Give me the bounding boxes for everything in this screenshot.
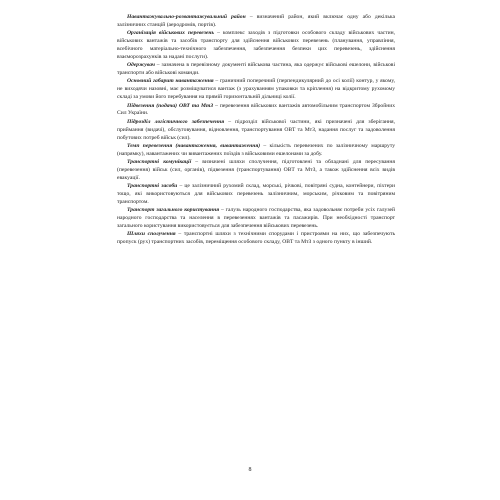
glossary-definition: – комплекс заходів з підготовки особового складу військових частин, військових вантажів та засобів транспорту для здійснення військових перевезень (планування, управління, всебічного матеріально-технічного забезпечення, забезпечення безпеки цих перевезень, здійснення взаєморозрахунків за надані послуги). bbox=[117, 30, 395, 60]
glossary-definition: – підрозділ військової частини, які призначені для зберігання, приймання (видачі), обслуговування, відновлення, транспортування ОВТ та МтЗ, надання послуг та задоволення побутових потреб військ (сил). bbox=[117, 118, 395, 141]
glossary-term: Транспорт загального користування bbox=[127, 207, 220, 214]
glossary-entry-loading-gauge bbox=[117, 78, 395, 102]
glossary-term: Основний габарит навантаження bbox=[127, 78, 214, 85]
glossary-definition: – транспортні шляхи з технічними спорудами і пристроями на них, що забезпечують пропуск (рух) транспортних засобів, переміщення особового складу, ОВТ та МтЗ з одного пункту в інший. bbox=[117, 231, 396, 246]
glossary-entry-routes bbox=[117, 231, 395, 247]
glossary-term: Підрозділ логістичного забезпечення bbox=[127, 118, 225, 125]
glossary-definition: – визначені шляхи сполучення, підготовлені та обладнані для пересування (перевезення) військ (сил, органів), підвезення (транспортування) ОВТ та МтЗ, а також здійснення всіх видів евакуації. bbox=[117, 159, 395, 181]
glossary-entry-loading-area bbox=[117, 14, 395, 30]
glossary-term: Транспортні засоби bbox=[127, 183, 178, 190]
glossary-term: Організація військових перевезень bbox=[127, 30, 215, 37]
glossary-entry-transport-rate bbox=[117, 143, 395, 159]
glossary-definition: – граничний поперечний (перпендикулярний до осі колії) контур, у якому, не виходячи назовні, має розміщуватися вантаж (з урахуванням упаковки та кріплення) на відкритому рухомому складі за умови його перебування на прямій горизонтальній дільниці колії. bbox=[117, 78, 396, 101]
page-number: 8 bbox=[248, 467, 252, 473]
glossary-definition: – перевезення військових вантажів автомобільним транспортом Збройних Сил України. bbox=[117, 102, 395, 117]
glossary-term: Навантажувально-розвантажувальний район bbox=[127, 14, 246, 20]
glossary-definition: – визначений район, який включає одну або декілька залізничних станцій (аеродромів, портів). bbox=[117, 14, 395, 28]
glossary-entry-logistics-unit bbox=[117, 119, 395, 143]
glossary-entry-recipient bbox=[117, 62, 395, 78]
glossary-entry-public-transport bbox=[117, 207, 395, 231]
glossary-page bbox=[117, 14, 395, 247]
glossary-entry-delivery bbox=[117, 103, 395, 119]
glossary-term: Темп перевезення (навантаження, вивантаження) bbox=[127, 142, 261, 149]
glossary-entry-vehicles bbox=[117, 183, 395, 207]
glossary-definition: – галузь народного господарства, яка задовольняє потреби усіх галузей народного господарства та населення в перевезеннях вантажів та пасажирів. При необхідності транспорт загального користування використовується для забезпечення військових перевезень. bbox=[117, 207, 396, 230]
glossary-term: Шляхи сполучення bbox=[127, 231, 176, 238]
glossary-definition: – зазначена в перевізному документі військова частина, яка одержує військові ешелони, військові транспорти або військові команди. bbox=[117, 62, 395, 77]
glossary-term: Транспортні комунікації bbox=[127, 159, 192, 166]
glossary-term: Підвезення (подача) ОВТ та МтЗ bbox=[127, 102, 214, 109]
glossary-term: Одержувач bbox=[127, 62, 155, 69]
glossary-definition: – це залізничний рухомий склад, морські, річкові, повітряні судна, контейнери, піхтери тощо, які використовуються для військових перевезень залізничним, морським, річковим та повітряним транспортом. bbox=[117, 183, 395, 205]
glossary-definition: – кількість перевезених по залізничному маршруту (напрямку), навантажених чи вивантажених поїздів з військовими ешелонами за добу. bbox=[117, 142, 395, 157]
glossary-entry-transport-communications bbox=[117, 159, 395, 183]
glossary-entry-organization bbox=[117, 30, 395, 62]
